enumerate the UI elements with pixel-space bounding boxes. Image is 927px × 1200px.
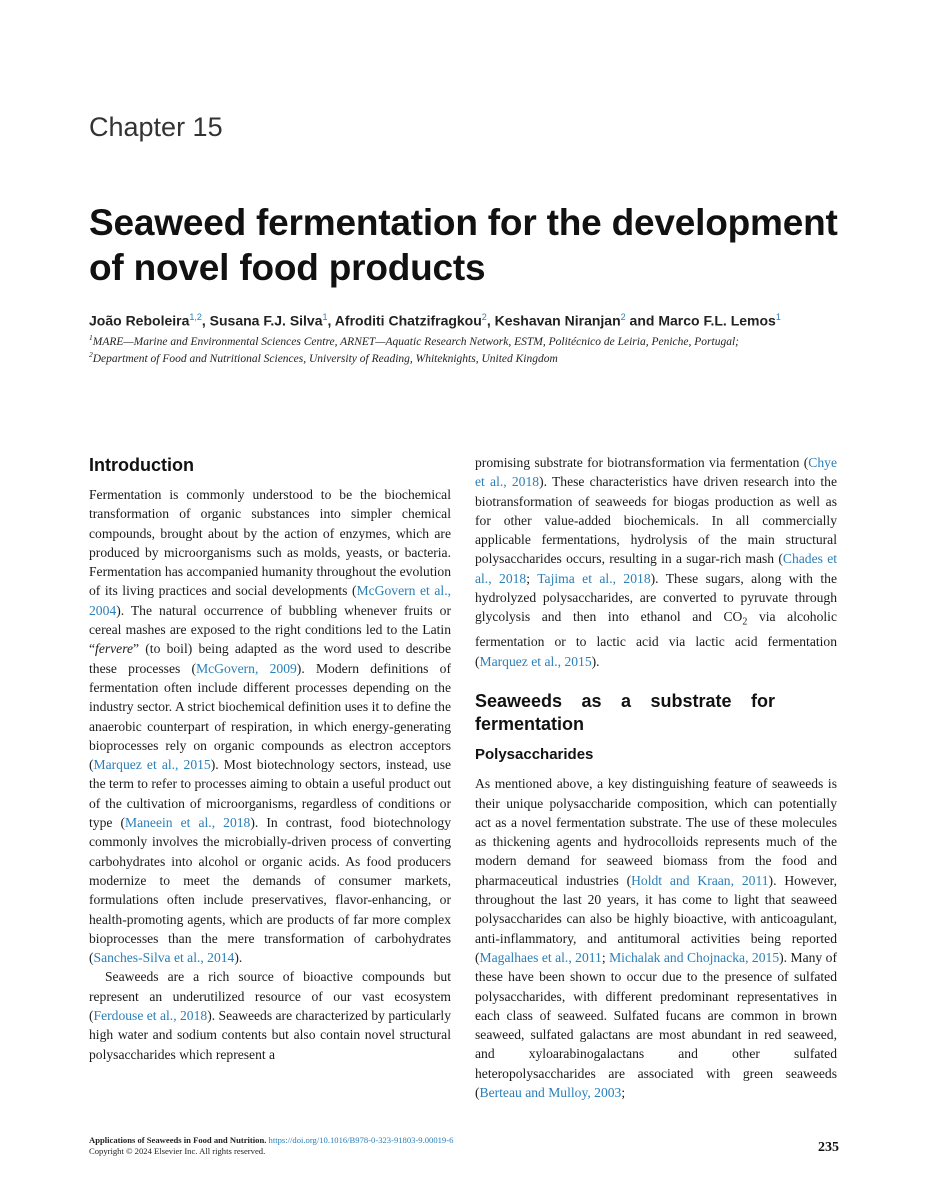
subsection-heading-polysaccharides: Polysaccharides <box>475 745 594 763</box>
citation-link[interactable]: McGovern, 2009 <box>196 660 297 676</box>
page-number: 235 <box>818 1140 839 1155</box>
citation-link[interactable]: Marquez et al., 2015 <box>479 653 592 669</box>
citation-link[interactable]: Maneein et al., 2018 <box>125 815 251 831</box>
affiliation-1-text: MARE—Marine and Environmental Sciences Centre, ARNET—Aquatic Research Network, ESTM, Politécnico de Leiria, Peniche, Portugal; <box>92 335 739 348</box>
right-column <box>475 453 837 1102</box>
author-affiliation-link[interactable]: 1 <box>775 312 781 322</box>
author-affiliation-link[interactable]: 1,2 <box>189 312 202 322</box>
citation-link[interactable]: McGovern et al., 2004 <box>89 583 451 618</box>
book-title: Applications of Seaweeds in Food and Nutrition. <box>89 1135 267 1145</box>
affiliation-2-text: Department of Food and Nutritional Sciences, University of Reading, Whiteknights, United Kingdom <box>92 352 558 365</box>
section-heading-substrate: Seaweeds as a substrate for fermentation <box>475 690 775 734</box>
citation-link[interactable]: Ferdouse et al., 2018 <box>93 1008 208 1024</box>
citation-link[interactable]: Berteau and Mulloy, 2003 <box>479 1085 622 1101</box>
subscript: 2 <box>742 617 748 629</box>
citation-link[interactable]: Chye et al., 2018 <box>475 455 837 490</box>
footer-citation <box>89 1135 453 1145</box>
citation-link[interactable]: Magalhaes et al., 2011 <box>479 949 602 965</box>
author-list: João Reboleira$^{1,2}$, Susana F.J. Silva$^1$, Afroditi Chatzifragkou$^2$, Keshavan Niranjan$^2$ and Marco F.L. Lemos$^1$ <box>89 312 781 329</box>
chapter-title: Seaweed fermentation for the development of novel food products <box>89 202 838 288</box>
affiliation-1 <box>89 333 739 348</box>
paragraph: As mentioned above, a key distinguishing feature of seaweeds is their unique polysaccharide composition, which can potentially act as a novel fermentation substrate. The use of these molecules as thickening agents and hydrocolloids represents much of the modern demand for seaweed biomass from the food and pharmaceutical industries (Holdt and Kraan, 2011). However, throughout the last 20 years, it has come to light that seaweed polysaccharides can also be highly bioactive, with anticoagulant, anti-inflammatory, and antitumoral activities being reported (Magalhaes et al., 2011; Michalak and Chojnacka, 2015). Many of these have been shown to occur due to the presence of sulfated polysaccharides, with different predominant representatives in each class of seaweed. Sulfated fucans are common in brown seaweed, sulfated galactans are most abundant in red seaweed, and xyloarabinogalactans and other sulfated heteropolysaccharides are associated with green seaweeds (Berteau and Mulloy, 2003; <box>475 776 837 1101</box>
paragraph: Seaweeds are a rich source of bioactive compounds but represent an underutilized resource of our vast ecosystem (Ferdouse et al., 2018). Seaweeds are characterized by particularly high water and sodium contents but also contain novel structural polysaccharides which represent a <box>89 969 451 1062</box>
doi-link[interactable]: https://doi.org/10.1016/B978-0-323-91803-9.00019-6 <box>268 1135 454 1145</box>
copyright: Copyright © 2024 Elsevier Inc. All rights reserved. <box>89 1146 266 1156</box>
affiliation-2 <box>89 350 558 365</box>
author-name: Marco F.L. Lemos <box>658 312 776 329</box>
author-name: Keshavan Niranjan <box>494 312 621 329</box>
author-name: Afroditi Chatzifragkou <box>334 312 482 329</box>
left-column <box>89 454 451 1064</box>
author-affiliation-link[interactable]: 2 <box>620 312 626 322</box>
citation-link[interactable]: Tajima et al., 2018 <box>537 570 651 586</box>
paragraph: promising substrate for biotransformation via fermentation (Chye et al., 2018). These characteristics have driven research into the biotransformation of seaweeds for biogas production as well as for other value-added biochemicals. In all commercially applicable fermentations, hydrolysis of the main structural polysaccharides occurs, resulting in a sugar-rich mash (Chades et al., 2018; Tajima et al., 2018). These sugars, along with the hydrolyzed polysaccharides, are converted to pyruvate through glycolysis and then into ethanol and $CO_2$ via alcoholic fermentation or to lactic acid via lactic acid fermentation (Marquez et al., 2015). <box>475 455 837 669</box>
citation-link[interactable]: Marquez et al., 2015 <box>93 757 211 773</box>
chapter-label: Chapter 15 <box>89 112 223 142</box>
citation-link[interactable]: Sanches-Silva et al., 2014 <box>93 950 235 966</box>
italic-term: fervere <box>95 641 134 657</box>
affiliation-1-marker: 1 <box>89 333 93 342</box>
affiliation-2-marker: 2 <box>89 350 93 359</box>
citation-link[interactable]: Chades et al., 2018 <box>475 551 837 586</box>
author-name: Susana F.J. Silva <box>209 312 323 329</box>
citation-link[interactable]: Holdt and Kraan, 2011 <box>631 872 769 888</box>
paragraph: Fermentation is commonly understood to be the biochemical transformation of organic substances into simpler chemical compounds, brought about by the action of enzymes, which are produced by microorganisms such as molds, yeasts, or bacteria. Fermentation has accompanied humanity throughout the evolution of its living practices and social developments (McGovern et al., 2004). The natural occurrence of bubbling whenever fruits or cereal mashes are exposed to the right conditions led to the Latin “fervere” (to boil) being adapted as the word used to describe these processes (McGovern, 2009). Modern definitions of fermentation often include different processes depending on the industry sector. A strict biochemical definition uses it to define the anaerobic counterpart of respiration, in which energy-generating bioprocesses rely on organic compounds as electron acceptors (Marquez et al., 2015). Most biotechnology sectors, instead, use the term to refer to processes aiming to obtain a useful product out of the cultivation of microorganisms, regardless of conditions or type (Maneein et al., 2018). In contrast, food biotechnology commonly involves the microbially-driven process of converting carbohydrates into alcohol or organic acids. As food producers modernize to meet the demands of consumer markets, formulations often include preservatives, flavor-enhancing, or health-promoting agents, which are products of far more complex bioprocesses than the mere transformation of carbohydrates (Sanches-Silva et al., 2014). <box>89 487 452 966</box>
author-name: João Reboleira <box>89 312 190 329</box>
section-heading-introduction: Introduction <box>89 455 194 475</box>
author-affiliation-link[interactable]: 2 <box>481 312 487 322</box>
citation-link[interactable]: Michalak and Chojnacka, 2015 <box>609 949 780 965</box>
author-affiliation-link[interactable]: 1 <box>322 312 328 322</box>
